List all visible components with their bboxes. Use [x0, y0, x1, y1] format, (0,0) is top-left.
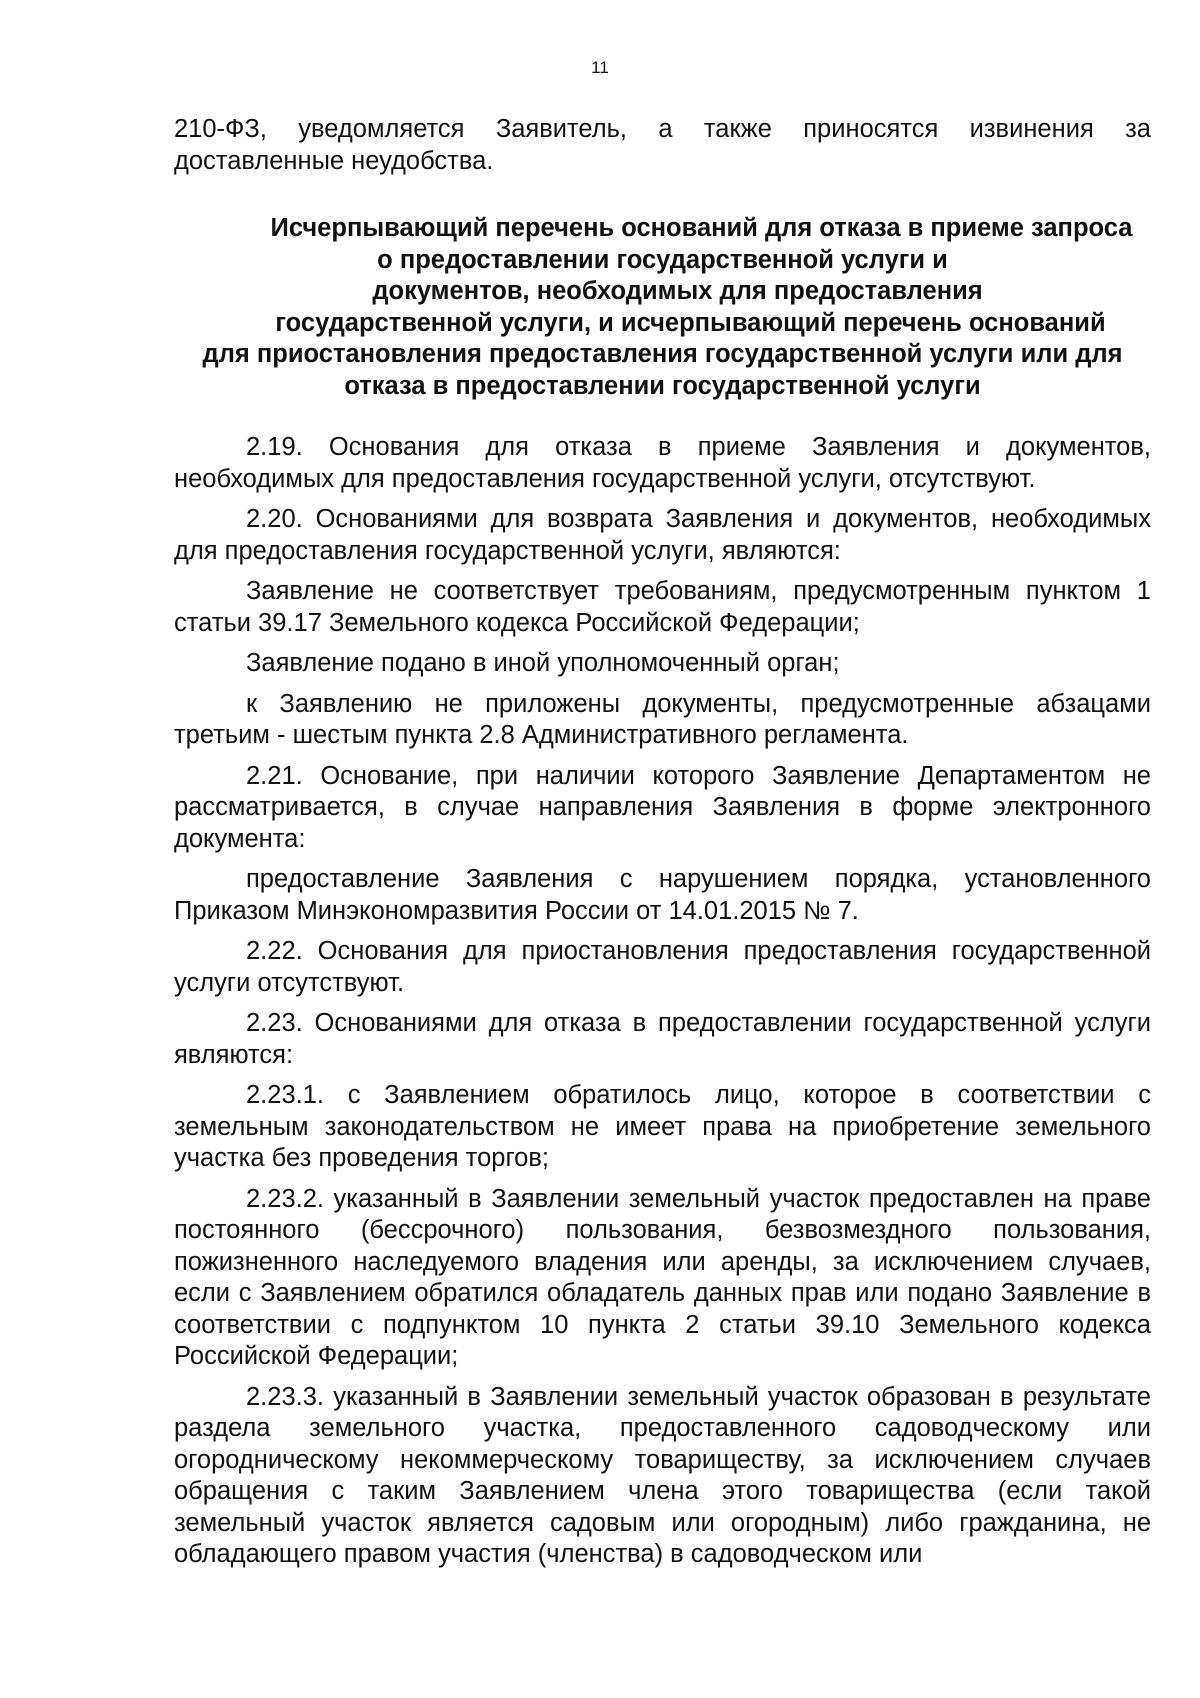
- list-item-non-consideration: предоставление Заявления с нарушением порядка, установленного Приказом Минэкономразвития России от 14.01.2015 № 7.: [174, 865, 1151, 925]
- paragraph-2-22: 2.22. Основания для приостановления предоставления государственной услуги отсутствуют.: [174, 937, 1151, 997]
- section-heading: [174, 213, 1151, 402]
- paragraph-2-19: 2.19. Основания для отказа в приеме Заявления и документов, необходимых для предоставления государственной услуги, отсутствуют.: [174, 433, 1151, 493]
- paragraph-2-23-3: 2.23.3. указанный в Заявлении земельный участок образован в результате раздела земельного участка, предоставленного садоводческому или огородническому некоммерческому товариществу, за исключением случаев обращения с таким Заявлением члена этого товарищества (если такой земельный участок является садовым или огородным) либо гражданина, не обладающего правом участия (членства) в садоводческом или: [174, 1382, 1151, 1568]
- list-item-return-reason: Заявление не соответствует требованиям, предусмотренным пунктом 1 статьи 39.17 Земельного кодекса Российской Федерации;: [174, 577, 1151, 637]
- heading-line: государственной услуги, и исчерпывающий перечень оснований: [275, 308, 1106, 337]
- list-item-return-reason: к Заявлению не приложены документы, предусмотренные абзацами третьим - шестым пункта 2.8 Административного регламента.: [174, 689, 1151, 749]
- list-item-return-reason: Заявление подано в иной уполномоченный орган;: [246, 649, 840, 677]
- heading-line: для приостановления предоставления государственной услуги или для: [202, 340, 1123, 368]
- document-body: [174, 114, 1151, 1571]
- paragraph-2-21: 2.21. Основание, при наличии которого Заявление Департаментом не рассматривается, в случае направления Заявления в форме электронного документа:: [174, 761, 1151, 853]
- heading-line: отказа в предоставлении государственной услуги: [344, 371, 981, 400]
- heading-line: о предоставлении государственной услуги и: [377, 245, 948, 274]
- heading-line: Исчерпывающий перечень оснований для отказа в приеме запроса: [270, 214, 1133, 242]
- heading-line: документов, необходимых для предоставления: [372, 277, 983, 305]
- paragraph-2-20: 2.20. Основаниями для возврата Заявления и документов, необходимых для предоставления государственной услуги, являются:: [174, 505, 1151, 565]
- paragraph-2-23-1: 2.23.1. с Заявлением обратилось лицо, которое в соответствии с земельным законодательством не имеет права на приобретение земельного участка без проведения торгов;: [174, 1081, 1151, 1172]
- page-number: 11: [591, 58, 609, 77]
- intro-paragraph: 210-ФЗ, уведомляется Заявитель, а также приносятся извинения за доставленные неудобства.: [174, 115, 1151, 175]
- paragraph-2-23: 2.23. Основаниями для отказа в предоставлении государственной услуги являются:: [174, 1009, 1151, 1069]
- paragraph-2-23-2: 2.23.2. указанный в Заявлении земельный участок предоставлен на праве постоянного (бессрочного) пользования, безвозмездного пользования, пожизненного наследуемого владения или аренды, за исключением случаев, если с Заявлением обратился обладатель данных прав или подано Заявление в соответствии с подпунктом 10 пункта 2 статьи 39.10 Земельного кодекса Российской Федерации;: [174, 1184, 1151, 1370]
